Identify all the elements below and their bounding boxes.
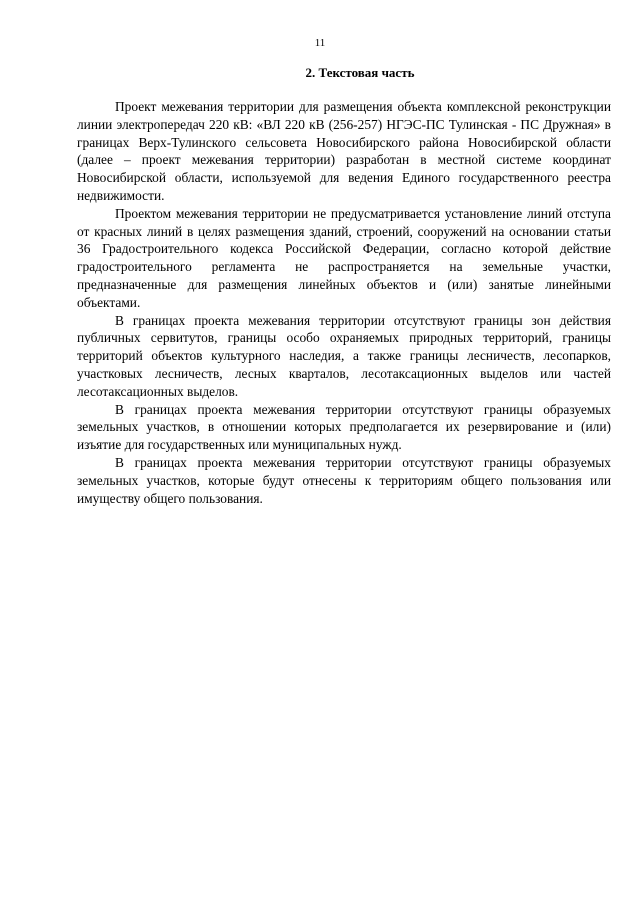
paragraph-3: В границах проекта межевания территории отсутствуют границы зон действия публичных сервитутов, границы особо охраняемых природных территорий, границы территорий объектов культурного наследия, а также границы лесничеств, лесопарков, участковых лесничеств, лесных кварталов, лесотаксационных выделов или частей лесотаксационных выделов. [77,312,611,399]
body-text [77,98,611,507]
paragraph-2: Проектом межевания территории не предусматривается установление линий отступа от красных линий в целях размещения зданий, строений, сооружений на основании статьи 36 Градостроительного кодекса Российской Федерации, согласно которой действие градостроительного регламента не распространяется на земельные участки, предназначенные для размещения линейных объектов и (или) занятые линейными объектами. [77,205,611,310]
paragraph-4: В границах проекта межевания территории отсутствуют границы образуемых земельных участков, в отношении которых предполагается их резервирование и (или) изъятие для государственных или муниципальных нужд. [77,401,611,453]
section-title: 2. Текстовая часть [305,65,415,80]
page-number: 11 [314,37,326,49]
paragraph-1: Проект межевания территории для размещения объекта комплексной реконструкции линии электропередач 220 кВ: «ВЛ 220 кВ (256-257) НГЭС-ПС Тулинская - ПС Дружная» в границах Верх-Тулинского сельсовета Новосибирского района Новосибирской области (далее – проект межевания территории) разработан в местной системе координат Новосибирской области, используемой для ведения Единого государственного реестра недвижимости. [77,99,611,203]
paragraph-5: В границах проекта межевания территории отсутствуют границы образуемых земельных участков, которые будут отнесены к территориям общего пользования или имуществу общего пользования. [77,454,611,506]
